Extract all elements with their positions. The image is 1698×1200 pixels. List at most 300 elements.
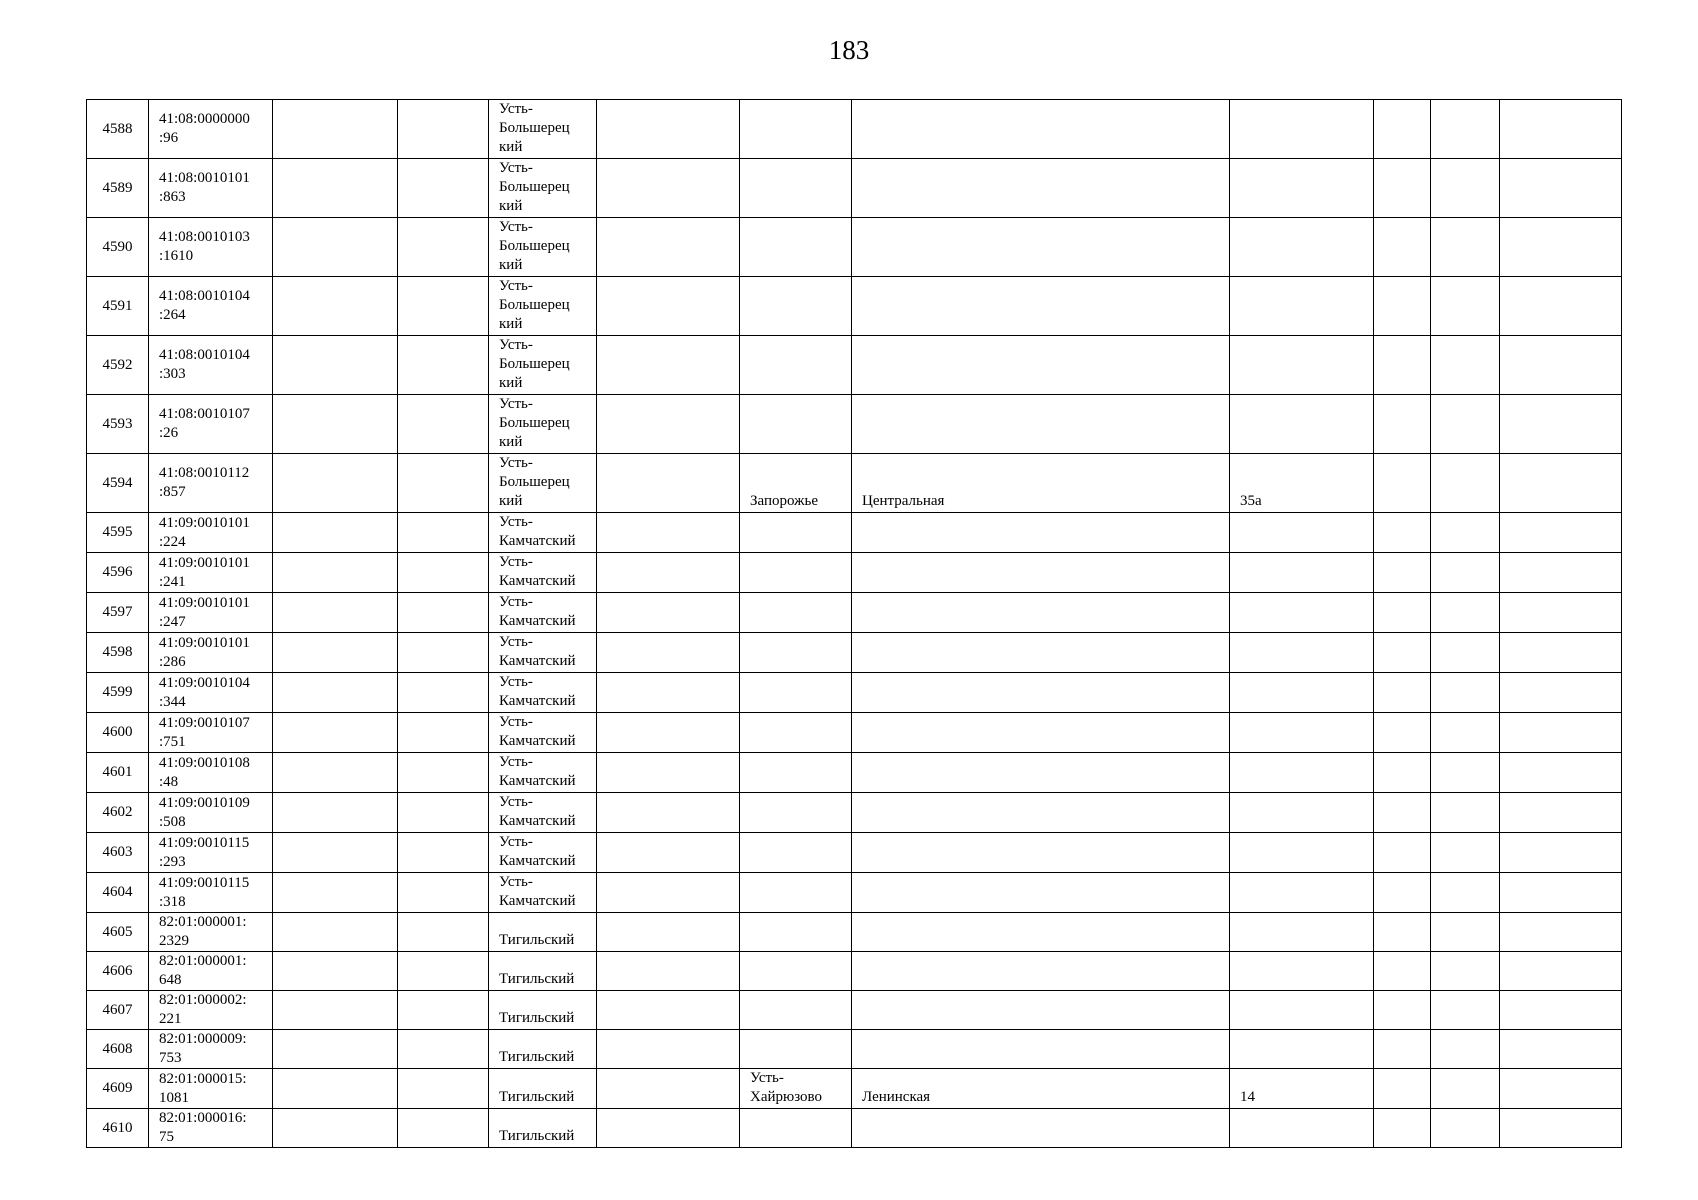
empty-cell (1500, 336, 1622, 395)
table-row (87, 833, 1622, 873)
empty-cell (597, 100, 740, 159)
locality-cell (740, 633, 852, 673)
row-number-cell: 4606 (87, 952, 149, 991)
cadastral-number-cell: 41:08:0010107 :26 (149, 395, 273, 454)
empty-cell (398, 991, 489, 1030)
empty-cell (1500, 673, 1622, 713)
row-number-cell: 4610 (87, 1109, 149, 1148)
house-number-cell: 14 (1230, 1069, 1374, 1109)
row-number-cell: 4607 (87, 991, 149, 1030)
street-cell (852, 1030, 1230, 1069)
empty-cell (273, 1030, 398, 1069)
empty-cell (1431, 1030, 1500, 1069)
empty-cell (1431, 713, 1500, 753)
cadastral-number-cell: 41:09:0010101 :286 (149, 633, 273, 673)
empty-cell (1431, 553, 1500, 593)
empty-cell (1374, 218, 1431, 277)
table-row (87, 913, 1622, 952)
row-number-cell: 4602 (87, 793, 149, 833)
empty-cell (1500, 991, 1622, 1030)
district-cell: Усть- Камчатский (489, 513, 597, 553)
cadastral-number-cell: 41:09:0010115 :293 (149, 833, 273, 873)
empty-cell (1431, 833, 1500, 873)
empty-cell (1431, 793, 1500, 833)
page-number: 183 (828, 35, 870, 65)
empty-cell (1374, 1109, 1431, 1148)
house-number-cell (1230, 833, 1374, 873)
cadastral-number-cell: 82:01:000009: 753 (149, 1030, 273, 1069)
street-cell (852, 833, 1230, 873)
table-row (87, 952, 1622, 991)
empty-cell (1374, 873, 1431, 913)
street-cell (852, 593, 1230, 633)
empty-cell (1500, 513, 1622, 553)
empty-cell (273, 913, 398, 952)
house-number-cell (1230, 793, 1374, 833)
street-cell (852, 395, 1230, 454)
house-number-cell (1230, 593, 1374, 633)
locality-cell (740, 395, 852, 454)
table-row (87, 793, 1622, 833)
row-number-cell: 4598 (87, 633, 149, 673)
cadastral-number-cell: 82:01:000001: 2329 (149, 913, 273, 952)
table-row (87, 713, 1622, 753)
empty-cell (1374, 753, 1431, 793)
locality-cell (740, 833, 852, 873)
table-row (87, 633, 1622, 673)
row-number-cell: 4591 (87, 277, 149, 336)
empty-cell (597, 336, 740, 395)
street-cell (852, 673, 1230, 713)
cadastral-number-cell: 41:08:0010103 :1610 (149, 218, 273, 277)
street-cell (852, 633, 1230, 673)
locality-cell (740, 553, 852, 593)
locality-cell (740, 1030, 852, 1069)
empty-cell (273, 1069, 398, 1109)
empty-cell (273, 336, 398, 395)
district-cell: Тигильский (489, 1109, 597, 1148)
empty-cell (1374, 277, 1431, 336)
house-number-cell (1230, 873, 1374, 913)
empty-cell (1431, 454, 1500, 513)
empty-cell (1500, 873, 1622, 913)
locality-cell (740, 100, 852, 159)
empty-cell (273, 991, 398, 1030)
row-number-cell: 4609 (87, 1069, 149, 1109)
empty-cell (398, 395, 489, 454)
empty-cell (1374, 593, 1431, 633)
empty-cell (1500, 218, 1622, 277)
empty-cell (597, 713, 740, 753)
empty-cell (398, 277, 489, 336)
row-number-cell: 4596 (87, 553, 149, 593)
empty-cell (1374, 395, 1431, 454)
empty-cell (1431, 1109, 1500, 1148)
row-number-cell: 4593 (87, 395, 149, 454)
locality-cell: Запорожье (740, 454, 852, 513)
house-number-cell (1230, 395, 1374, 454)
locality-cell (740, 593, 852, 633)
table-row (87, 159, 1622, 218)
district-cell: Усть- Камчатский (489, 713, 597, 753)
empty-cell (398, 1069, 489, 1109)
cadastral-number-cell: 41:09:0010107 :751 (149, 713, 273, 753)
empty-cell (398, 513, 489, 553)
empty-cell (1431, 218, 1500, 277)
house-number-cell (1230, 159, 1374, 218)
table-row (87, 1030, 1622, 1069)
empty-cell (1500, 1069, 1622, 1109)
empty-cell (597, 454, 740, 513)
empty-cell (1374, 553, 1431, 593)
empty-cell (597, 833, 740, 873)
cadastral-number-cell: 41:09:0010104 :344 (149, 673, 273, 713)
house-number-cell (1230, 513, 1374, 553)
cadastral-number-cell: 41:08:0010101 :863 (149, 159, 273, 218)
empty-cell (273, 553, 398, 593)
house-number-cell (1230, 913, 1374, 952)
empty-cell (1374, 713, 1431, 753)
cadastral-number-cell: 41:09:0010101 :224 (149, 513, 273, 553)
house-number-cell (1230, 713, 1374, 753)
row-number-cell: 4599 (87, 673, 149, 713)
empty-cell (597, 277, 740, 336)
empty-cell (273, 593, 398, 633)
empty-cell (1374, 336, 1431, 395)
table-row (87, 753, 1622, 793)
cadastral-number-cell: 41:08:0000000 :96 (149, 100, 273, 159)
row-number-cell: 4600 (87, 713, 149, 753)
locality-cell: Усть- Хайрюзово (740, 1069, 852, 1109)
empty-cell (1431, 673, 1500, 713)
locality-cell (740, 336, 852, 395)
empty-cell (597, 159, 740, 218)
district-cell: Тигильский (489, 952, 597, 991)
locality-cell (740, 1109, 852, 1148)
street-cell (852, 277, 1230, 336)
row-number-cell: 4588 (87, 100, 149, 159)
empty-cell (398, 553, 489, 593)
district-cell: Тигильский (489, 1030, 597, 1069)
empty-cell (1500, 454, 1622, 513)
cadastral-number-cell: 41:09:0010115 :318 (149, 873, 273, 913)
table-row (87, 454, 1622, 513)
empty-cell (597, 793, 740, 833)
empty-cell (398, 873, 489, 913)
empty-cell (1500, 713, 1622, 753)
locality-cell (740, 913, 852, 952)
empty-cell (398, 913, 489, 952)
cadastral-number-cell: 41:08:0010104 :303 (149, 336, 273, 395)
house-number-cell (1230, 553, 1374, 593)
house-number-cell (1230, 1030, 1374, 1069)
table-row (87, 873, 1622, 913)
empty-cell (398, 952, 489, 991)
empty-cell (1374, 952, 1431, 991)
empty-cell (1431, 873, 1500, 913)
empty-cell (273, 633, 398, 673)
empty-cell (597, 913, 740, 952)
street-cell (852, 913, 1230, 952)
empty-cell (273, 1109, 398, 1148)
table-row (87, 277, 1622, 336)
empty-cell (597, 633, 740, 673)
empty-cell (1500, 553, 1622, 593)
empty-cell (1500, 913, 1622, 952)
street-cell (852, 713, 1230, 753)
district-cell: Усть- Большерец кий (489, 395, 597, 454)
registry-body (87, 100, 1622, 1148)
street-cell (852, 1109, 1230, 1148)
cadastral-number-cell: 41:08:0010112 :857 (149, 454, 273, 513)
empty-cell (398, 833, 489, 873)
district-cell: Усть- Большерец кий (489, 336, 597, 395)
house-number-cell (1230, 277, 1374, 336)
table-row (87, 395, 1622, 454)
street-cell (852, 100, 1230, 159)
empty-cell (1431, 1069, 1500, 1109)
empty-cell (1500, 395, 1622, 454)
row-number-cell: 4601 (87, 753, 149, 793)
empty-cell (1500, 793, 1622, 833)
empty-cell (1431, 336, 1500, 395)
row-number-cell: 4592 (87, 336, 149, 395)
locality-cell (740, 991, 852, 1030)
cadastral-number-cell: 41:09:0010108 :48 (149, 753, 273, 793)
cadastral-number-cell: 82:01:000015: 1081 (149, 1069, 273, 1109)
locality-cell (740, 673, 852, 713)
empty-cell (1500, 159, 1622, 218)
table-row (87, 593, 1622, 633)
empty-cell (1431, 753, 1500, 793)
table-row (87, 991, 1622, 1030)
table-row (87, 336, 1622, 395)
empty-cell (1374, 454, 1431, 513)
empty-cell (273, 100, 398, 159)
street-cell (852, 991, 1230, 1030)
empty-cell (597, 395, 740, 454)
empty-cell (398, 1109, 489, 1148)
empty-cell (597, 218, 740, 277)
district-cell: Усть- Камчатский (489, 593, 597, 633)
empty-cell (597, 1030, 740, 1069)
table-row (87, 673, 1622, 713)
street-cell (852, 336, 1230, 395)
empty-cell (1374, 913, 1431, 952)
empty-cell (1431, 952, 1500, 991)
table-row (87, 553, 1622, 593)
empty-cell (1500, 952, 1622, 991)
empty-cell (273, 833, 398, 873)
district-cell: Тигильский (489, 913, 597, 952)
table-row (87, 100, 1622, 159)
empty-cell (273, 793, 398, 833)
table-row (87, 513, 1622, 553)
empty-cell (398, 713, 489, 753)
registry-table (86, 99, 1622, 1148)
empty-cell (597, 873, 740, 913)
district-cell: Усть- Большерец кий (489, 277, 597, 336)
empty-cell (597, 593, 740, 633)
cadastral-number-cell: 41:09:0010101 :241 (149, 553, 273, 593)
empty-cell (1431, 395, 1500, 454)
street-cell (852, 793, 1230, 833)
locality-cell (740, 793, 852, 833)
empty-cell (273, 218, 398, 277)
table-row (87, 218, 1622, 277)
row-number-cell: 4608 (87, 1030, 149, 1069)
empty-cell (597, 673, 740, 713)
empty-cell (1374, 833, 1431, 873)
empty-cell (273, 753, 398, 793)
house-number-cell (1230, 991, 1374, 1030)
empty-cell (398, 793, 489, 833)
table-row (87, 1069, 1622, 1109)
house-number-cell (1230, 1109, 1374, 1148)
row-number-cell: 4603 (87, 833, 149, 873)
row-number-cell: 4597 (87, 593, 149, 633)
empty-cell (1500, 100, 1622, 159)
locality-cell (740, 159, 852, 218)
empty-cell (1374, 633, 1431, 673)
empty-cell (597, 952, 740, 991)
district-cell: Усть- Камчатский (489, 793, 597, 833)
empty-cell (597, 1109, 740, 1148)
street-cell (852, 753, 1230, 793)
house-number-cell (1230, 218, 1374, 277)
empty-cell (1500, 1109, 1622, 1148)
empty-cell (1431, 593, 1500, 633)
empty-cell (1500, 277, 1622, 336)
district-cell: Усть- Камчатский (489, 633, 597, 673)
house-number-cell: 35а (1230, 454, 1374, 513)
empty-cell (597, 1069, 740, 1109)
empty-cell (1431, 913, 1500, 952)
district-cell: Усть- Камчатский (489, 753, 597, 793)
house-number-cell (1230, 952, 1374, 991)
empty-cell (1374, 793, 1431, 833)
empty-cell (1374, 1030, 1431, 1069)
street-cell (852, 159, 1230, 218)
cadastral-number-cell: 82:01:000001: 648 (149, 952, 273, 991)
cadastral-number-cell: 82:01:000002: 221 (149, 991, 273, 1030)
locality-cell (740, 513, 852, 553)
empty-cell (273, 952, 398, 991)
empty-cell (273, 673, 398, 713)
empty-cell (273, 277, 398, 336)
house-number-cell (1230, 753, 1374, 793)
empty-cell (398, 593, 489, 633)
empty-cell (398, 753, 489, 793)
row-number-cell: 4590 (87, 218, 149, 277)
street-cell (852, 513, 1230, 553)
empty-cell (1374, 159, 1431, 218)
empty-cell (398, 159, 489, 218)
empty-cell (1500, 833, 1622, 873)
empty-cell (273, 873, 398, 913)
empty-cell (1431, 513, 1500, 553)
district-cell: Тигильский (489, 1069, 597, 1109)
empty-cell (597, 991, 740, 1030)
empty-cell (1500, 1030, 1622, 1069)
cadastral-number-cell: 41:08:0010104 :264 (149, 277, 273, 336)
empty-cell (1374, 100, 1431, 159)
empty-cell (1374, 513, 1431, 553)
street-cell: Центральная (852, 454, 1230, 513)
empty-cell (1500, 753, 1622, 793)
cadastral-number-cell: 82:01:000016: 75 (149, 1109, 273, 1148)
table-row (87, 1109, 1622, 1148)
locality-cell (740, 753, 852, 793)
empty-cell (1431, 277, 1500, 336)
empty-cell (1431, 159, 1500, 218)
empty-cell (398, 336, 489, 395)
empty-cell (1374, 1069, 1431, 1109)
empty-cell (597, 553, 740, 593)
empty-cell (1500, 633, 1622, 673)
district-cell: Усть- Большерец кий (489, 454, 597, 513)
cadastral-number-cell: 41:09:0010109 :508 (149, 793, 273, 833)
locality-cell (740, 952, 852, 991)
empty-cell (1374, 673, 1431, 713)
row-number-cell: 4604 (87, 873, 149, 913)
empty-cell (1374, 991, 1431, 1030)
empty-cell (273, 713, 398, 753)
district-cell: Усть- Камчатский (489, 873, 597, 913)
street-cell (852, 218, 1230, 277)
locality-cell (740, 713, 852, 753)
empty-cell (398, 100, 489, 159)
house-number-cell (1230, 100, 1374, 159)
district-cell: Усть- Камчатский (489, 673, 597, 713)
row-number-cell: 4605 (87, 913, 149, 952)
district-cell: Тигильский (489, 991, 597, 1030)
empty-cell (273, 454, 398, 513)
house-number-cell (1230, 673, 1374, 713)
empty-cell (1500, 593, 1622, 633)
house-number-cell (1230, 633, 1374, 673)
cadastral-number-cell: 41:09:0010101 :247 (149, 593, 273, 633)
street-cell (852, 553, 1230, 593)
empty-cell (1431, 100, 1500, 159)
district-cell: Усть- Камчатский (489, 833, 597, 873)
empty-cell (398, 633, 489, 673)
empty-cell (597, 753, 740, 793)
locality-cell (740, 277, 852, 336)
locality-cell (740, 873, 852, 913)
district-cell: Усть- Камчатский (489, 553, 597, 593)
house-number-cell (1230, 336, 1374, 395)
district-cell: Усть- Большерец кий (489, 159, 597, 218)
street-cell: Ленинская (852, 1069, 1230, 1109)
street-cell (852, 952, 1230, 991)
street-cell (852, 873, 1230, 913)
row-number-cell: 4589 (87, 159, 149, 218)
empty-cell (398, 218, 489, 277)
row-number-cell: 4594 (87, 454, 149, 513)
empty-cell (398, 673, 489, 713)
empty-cell (273, 513, 398, 553)
district-cell: Усть- Большерец кий (489, 218, 597, 277)
row-number-cell: 4595 (87, 513, 149, 553)
empty-cell (398, 1030, 489, 1069)
empty-cell (597, 513, 740, 553)
district-cell: Усть- Большерец кий (489, 100, 597, 159)
empty-cell (398, 454, 489, 513)
locality-cell (740, 218, 852, 277)
empty-cell (1431, 633, 1500, 673)
empty-cell (273, 159, 398, 218)
